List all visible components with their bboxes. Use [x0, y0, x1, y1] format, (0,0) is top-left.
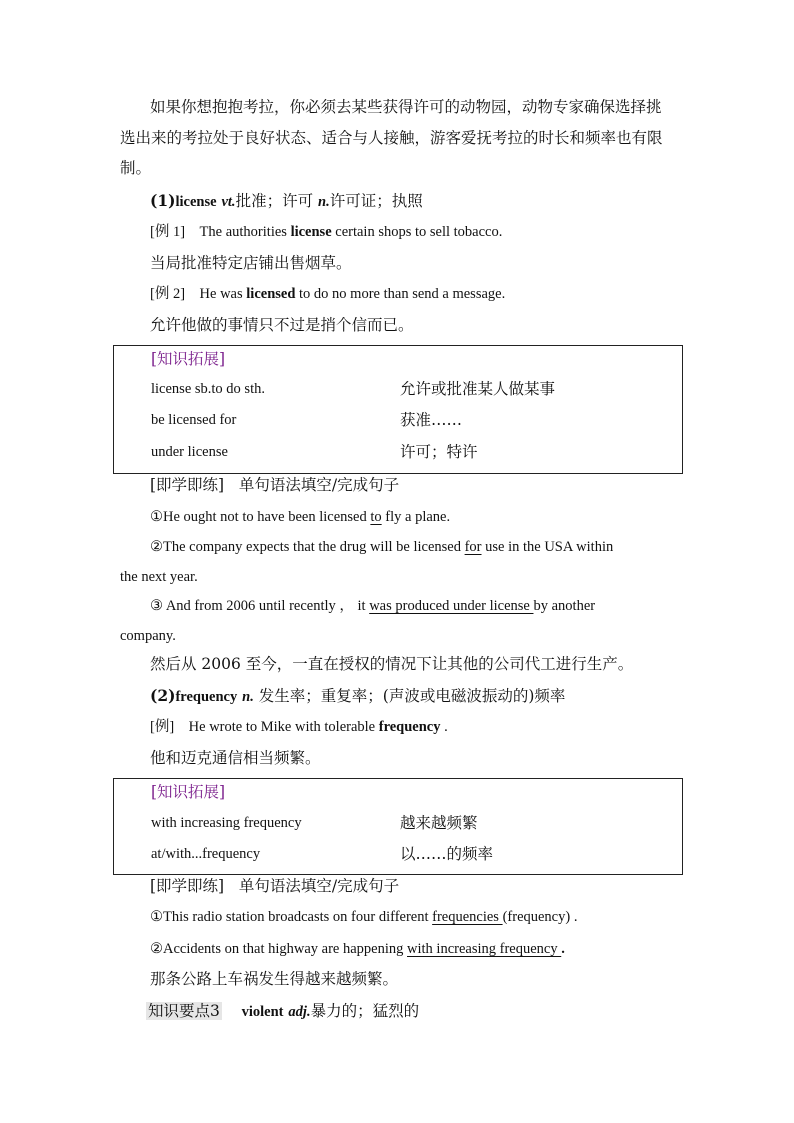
frequency-practice-tag: [即学即练]	[150, 877, 225, 895]
point-3-heading	[146, 1001, 419, 1022]
example-1-pre: The authorities	[199, 224, 291, 240]
point-3-pos: adj.	[288, 1004, 311, 1020]
license-practice-heading	[150, 475, 399, 495]
license-ext-row-3-en: under license	[151, 444, 228, 460]
frequency-ext-row-1-zh: 越来越频繁	[400, 814, 478, 832]
license-ext-row-3-zh: 许可；特许	[400, 443, 478, 461]
frequency-heading	[150, 686, 565, 707]
frequency-heading-word: frequency	[175, 689, 238, 705]
frequency-practice-2-translation: 那条公路上车祸发生得越来越频繁。	[150, 970, 399, 988]
point-3-tag: 知识要点3	[148, 1002, 220, 1020]
license-ext-row-1-en: license sb.to do sth.	[151, 381, 265, 397]
frequency-def: 发生率；重复率；(声波或电磁波振动的)频率	[258, 687, 566, 705]
frequency-practice-2-post: .	[561, 941, 565, 957]
intro-line-3: 制。	[120, 159, 152, 177]
license-extension-box	[113, 345, 683, 474]
example-2-pre: He was	[199, 286, 247, 302]
frequency-practice-1-pre: ①This radio station broadcasts on four different	[150, 909, 433, 925]
license-ext-row-2-en: be licensed for	[151, 412, 237, 428]
license-def-1: 批准；许可	[235, 192, 314, 210]
frequency-example-translation: 他和迈克通信相当频繁。	[150, 749, 321, 767]
frequency-example	[150, 717, 448, 737]
license-pos-2: n.	[318, 194, 330, 210]
practice-2-answer: for	[464, 539, 482, 555]
intro-line-2: 选出来的考拉处于良好状态、适合与人接触，游客爱抚考拉的时长和频率也有限	[120, 129, 663, 147]
example-1-tag: [例 1]	[150, 224, 186, 240]
license-extension-title: [知识拓展]	[151, 350, 226, 368]
license-practice-3	[150, 596, 595, 616]
license-practice-3-translation: 然后从 2006 至今，一直在授权的情况下让其他的公司代工进行生产。	[150, 655, 634, 673]
practice-3-pre: ③ And from 2006 until recently ， it	[150, 598, 370, 614]
example-1-keyword: license	[290, 224, 332, 240]
frequency-ext-row-2-en: at/with...frequency	[151, 846, 261, 862]
practice-3-answer: was produced under license	[369, 598, 534, 614]
license-practice-title: 单句语法填空/完成句子	[238, 476, 400, 494]
frequency-practice-heading	[150, 876, 399, 896]
frequency-pos: n.	[242, 689, 254, 705]
license-def-2: 许可证；执照	[329, 192, 423, 210]
license-example-1	[150, 222, 502, 242]
example-1-post: certain shops to sell tobacco.	[331, 224, 503, 240]
license-example-1-translation: 当局批准特定店铺出售烟草。	[150, 254, 352, 272]
frequency-practice-2-pre: ②Accidents on that highway are happening	[150, 941, 408, 957]
license-heading-word: license	[175, 194, 217, 210]
example-2-post: to do no more than send a message.	[295, 286, 506, 302]
intro-line-1: 如果你想抱抱考拉，你必须去某些获得许可的动物园，动物专家确保选择挑	[150, 98, 662, 116]
license-heading-num: (1)	[150, 191, 176, 210]
example-2-keyword: licensed	[246, 286, 296, 302]
frequency-practice-title: 单句语法填空/完成句子	[238, 877, 400, 895]
license-practice-3-continued: company.	[120, 628, 176, 644]
frequency-example-keyword: frequency	[378, 719, 441, 735]
practice-1-post: fly a plane.	[381, 509, 451, 525]
license-practice-tag: [即学即练]	[150, 476, 225, 494]
license-practice-1	[150, 507, 450, 527]
license-example-2-translation: 允许他做的事情只不过是捎个信而已。	[150, 316, 414, 334]
practice-1-pre: ①He ought not to have been licensed	[150, 509, 371, 525]
example-2-tag: [例 2]	[150, 286, 186, 302]
license-practice-2	[150, 537, 613, 557]
license-ext-row-1-zh: 允许或批准某人做某事	[400, 380, 556, 398]
frequency-practice-2-answer: with increasing frequency	[407, 941, 562, 957]
frequency-example-pre: He wrote to Mike with tolerable	[188, 719, 379, 735]
frequency-ext-row-1-en: with increasing frequency	[151, 815, 302, 831]
practice-1-answer: to	[370, 509, 382, 525]
frequency-practice-1-answer: frequencies	[432, 909, 503, 925]
license-ext-row-2-zh: 获准……	[400, 411, 463, 429]
frequency-practice-2	[150, 939, 565, 959]
frequency-example-tag: [例]	[150, 719, 175, 735]
frequency-practice-1-post: (frequency) .	[502, 909, 578, 925]
practice-2-pre: ②The company expects that the drug will be licensed	[150, 539, 465, 555]
license-example-2	[150, 284, 505, 304]
license-heading	[150, 191, 423, 212]
frequency-heading-num: (2)	[150, 686, 176, 705]
frequency-example-post: .	[440, 719, 448, 735]
frequency-extension-box	[113, 778, 683, 875]
point-3-word: violent	[241, 1004, 284, 1020]
frequency-ext-row-2-zh: 以……的频率	[400, 845, 494, 863]
frequency-extension-title: [知识拓展]	[151, 783, 226, 801]
license-practice-2-continued: the next year.	[120, 569, 198, 585]
practice-2-post: use in the USA within	[481, 539, 614, 555]
practice-3-post: by another	[533, 598, 596, 614]
license-pos-1: vt.	[221, 194, 236, 210]
point-3-def: 暴力的；猛烈的	[310, 1002, 420, 1020]
frequency-practice-1	[150, 907, 577, 927]
